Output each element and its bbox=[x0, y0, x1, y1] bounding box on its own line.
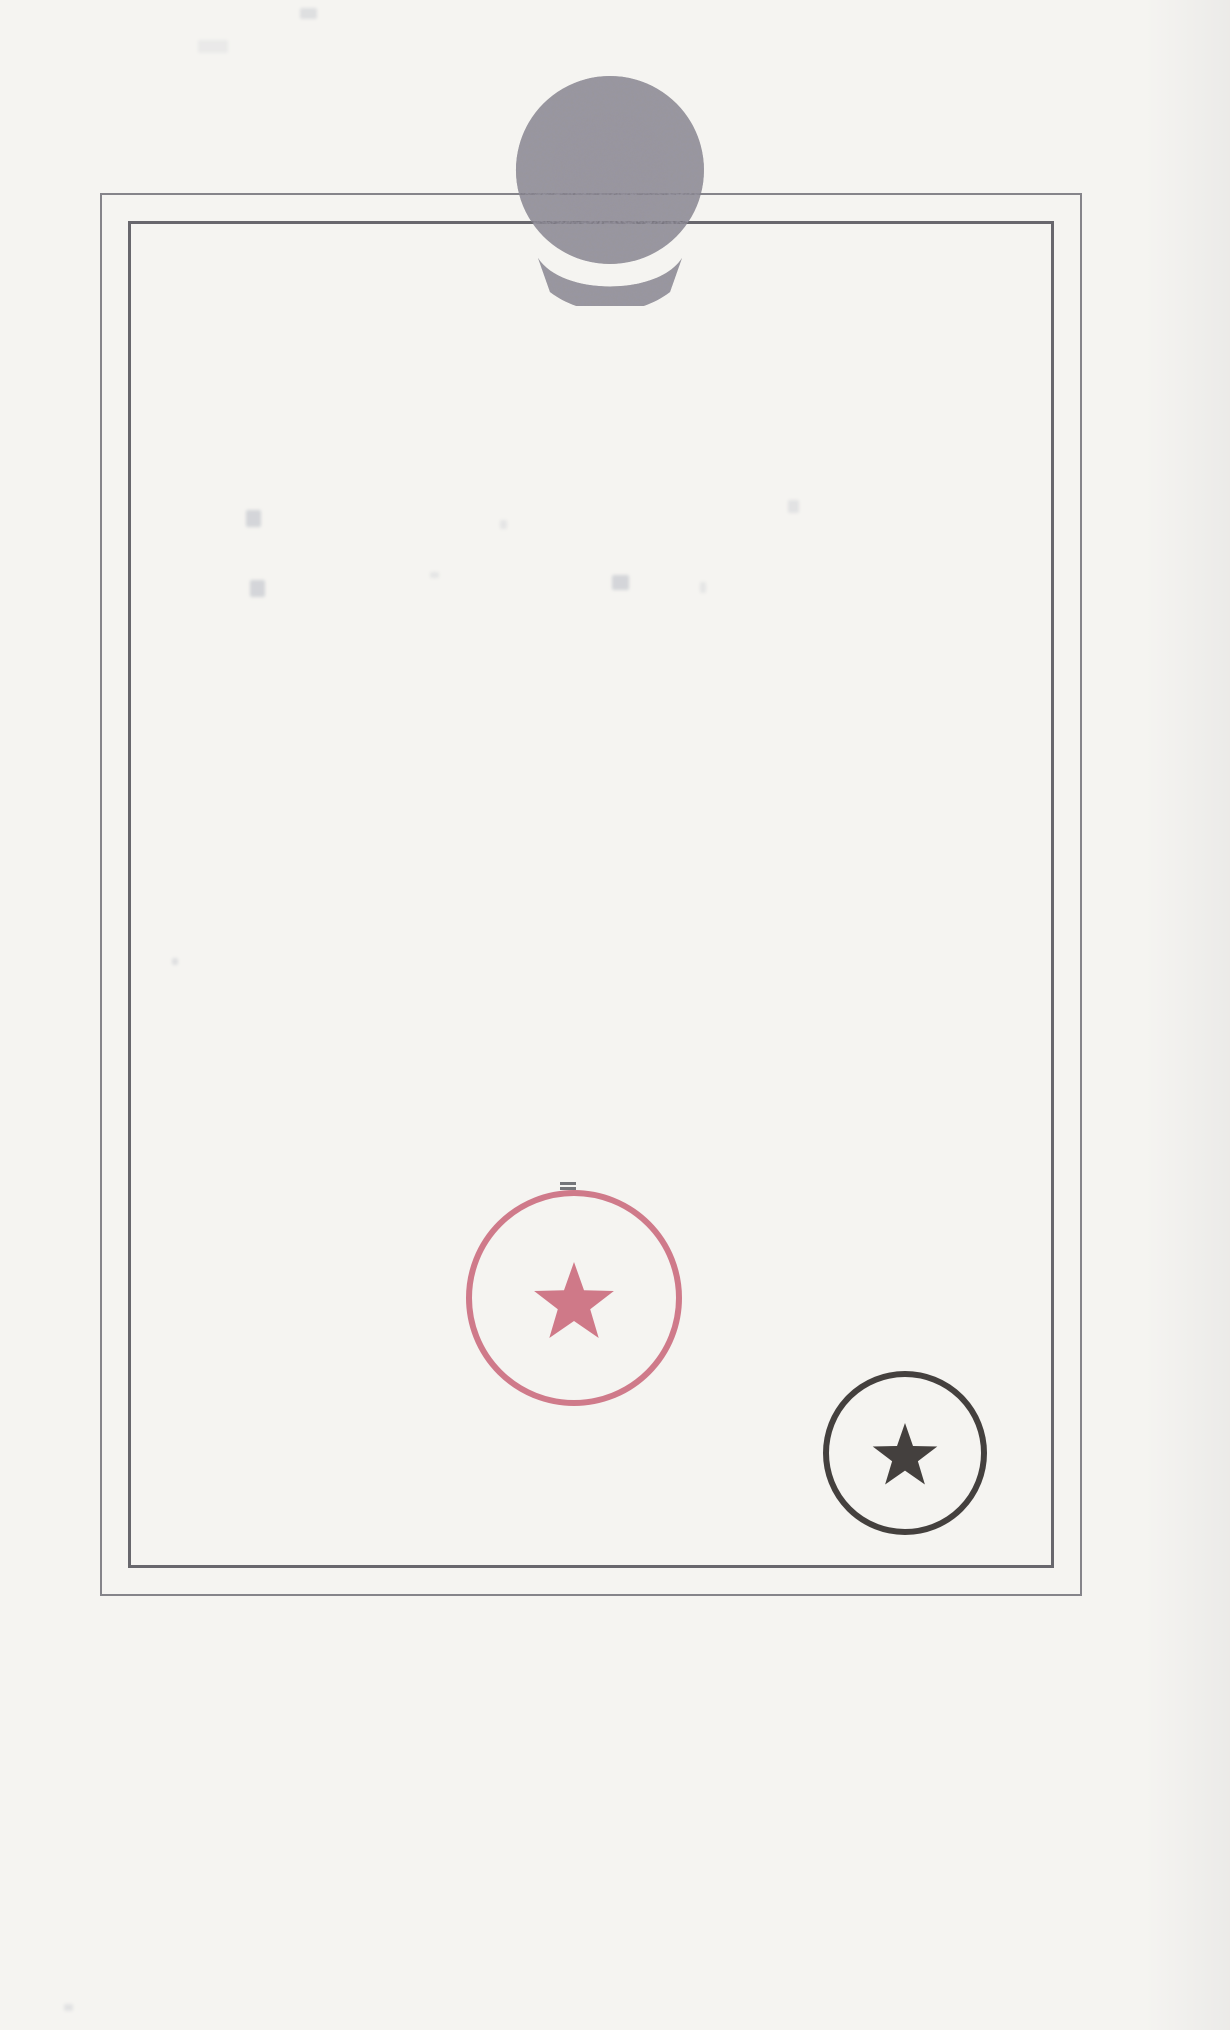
national-emblem-faded bbox=[500, 70, 720, 306]
border-band-bottom bbox=[107, 1572, 1075, 1591]
scan-smudge bbox=[788, 500, 799, 513]
registrar-black-seal bbox=[818, 1366, 992, 1540]
red-seal-star-icon bbox=[534, 1262, 614, 1338]
qr-code bbox=[257, 1247, 394, 1389]
scan-smudge bbox=[64, 2004, 73, 2011]
scan-smudge bbox=[250, 580, 265, 597]
scan-smudge bbox=[198, 40, 228, 53]
scan-smudge bbox=[172, 958, 178, 965]
scan-smudge bbox=[612, 575, 629, 590]
barcode bbox=[138, 64, 334, 186]
company-red-seal bbox=[458, 1182, 690, 1414]
black-seal-star-icon bbox=[873, 1423, 938, 1485]
scan-smudge bbox=[246, 510, 261, 527]
scan-smudge bbox=[300, 8, 317, 19]
scan-edge-shading bbox=[1145, 0, 1230, 2030]
barcode-image bbox=[138, 64, 334, 186]
scan-smudge bbox=[700, 582, 706, 593]
scan-smudge bbox=[500, 520, 507, 529]
scan-smudge bbox=[430, 572, 439, 578]
qr-code-image bbox=[257, 1247, 394, 1384]
border-band-right bbox=[1058, 222, 1077, 1567]
border-band-left bbox=[105, 222, 124, 1567]
